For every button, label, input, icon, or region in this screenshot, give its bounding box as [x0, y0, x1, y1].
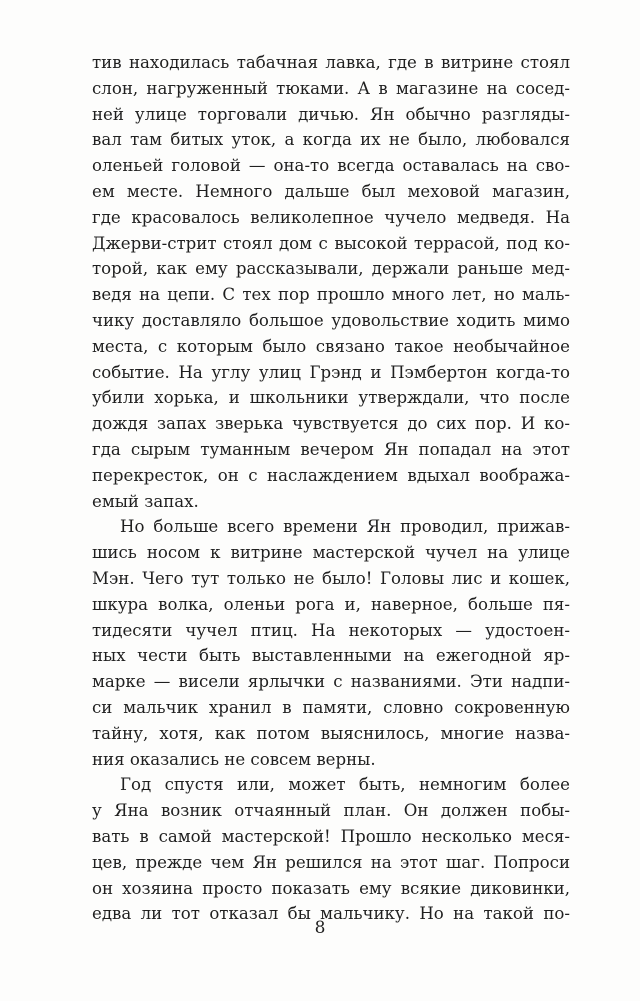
- text-line: Но больше всего времени Ян проводил, прижав-: [120, 517, 570, 537]
- text-line: дождя запах зверька чувствуется до сих пор. И ко-: [92, 414, 570, 434]
- text-line: ных чести быть выставленными на ежегодной яр-: [92, 646, 570, 666]
- text-line: едва ли тот отказал бы мальчику. Но на такой по-: [92, 904, 570, 924]
- text-line: шкура волка, оленьи рога и, наверное, больше пя-: [92, 594, 570, 614]
- text-line: чику доставляло большое удовольствие ходить мимо: [92, 310, 570, 330]
- text-line: места, с которым было связано такое необычайное: [92, 336, 570, 356]
- text-line: ней улице торговали дичью. Ян обычно разгляды-: [92, 104, 570, 124]
- text-line: он хозяина просто показать ему всякие диковинки,: [92, 878, 570, 898]
- text-line: тив находилась табачная лавка, где в витрине стоял: [92, 53, 570, 72]
- page-number: 8: [314, 918, 326, 938]
- text-line: Год спустя или, может быть, немногим более: [120, 775, 570, 795]
- text-line: ем месте. Немного дальше был меховой магазин,: [92, 181, 570, 201]
- text-line: ния оказались не совсем верны.: [92, 749, 376, 769]
- text-line: торой, как ему рассказывали, держали раньше мед-: [92, 259, 570, 279]
- text-line: гда сырым туманным вечером Ян попадал на этот: [92, 439, 570, 459]
- text-line: событие. На углу улиц Грэнд и Пэмбертон когда-то: [92, 362, 570, 382]
- text-line: ведя на цепи. С тех пор прошло много лет, но маль-: [92, 285, 570, 305]
- text-line: емый запах.: [92, 491, 199, 511]
- text-line: вать в самой мастерской! Прошло несколько меся-: [92, 826, 570, 846]
- text-line: Джерви-стрит стоял дом с высокой террасой, под ко-: [92, 233, 570, 253]
- body-text: [92, 50, 570, 927]
- text-line: тайну, хотя, как потом выяснилось, многие назва-: [92, 723, 570, 743]
- text-line: слон, нагруженный тюками. А в магазине на сосед-: [92, 78, 570, 98]
- text-line: вал там битых уток, а когда их не было, любовался: [92, 130, 570, 150]
- text-line: марке — висели ярлычки с названиями. Эти надпи-: [92, 672, 570, 692]
- text-line: Мэн. Чего тут только не было! Головы лис и кошек,: [92, 568, 570, 588]
- text-line: убили хорька, и школьники утверждали, что после: [92, 388, 570, 408]
- text-line: цев, прежде чем Ян решился на этот шаг. Попроси: [92, 852, 570, 872]
- text-line: перекресток, он с наслаждением вдыхал вообража-: [92, 465, 570, 485]
- text-line: где красовалось великолепное чучело медведя. На: [92, 207, 570, 227]
- text-line: оленьей головой — она-то всегда оставалась на сво-: [92, 156, 570, 176]
- text-line: у Яна возник отчаянный план. Он должен побы-: [92, 801, 570, 821]
- text-line: шись носом к витрине мастерской чучел на улице: [92, 543, 570, 563]
- text-line: тидесяти чучел птиц. На некоторых — удостоен-: [92, 620, 570, 640]
- text-line: си мальчик хранил в памяти, словно сокровенную: [92, 697, 570, 717]
